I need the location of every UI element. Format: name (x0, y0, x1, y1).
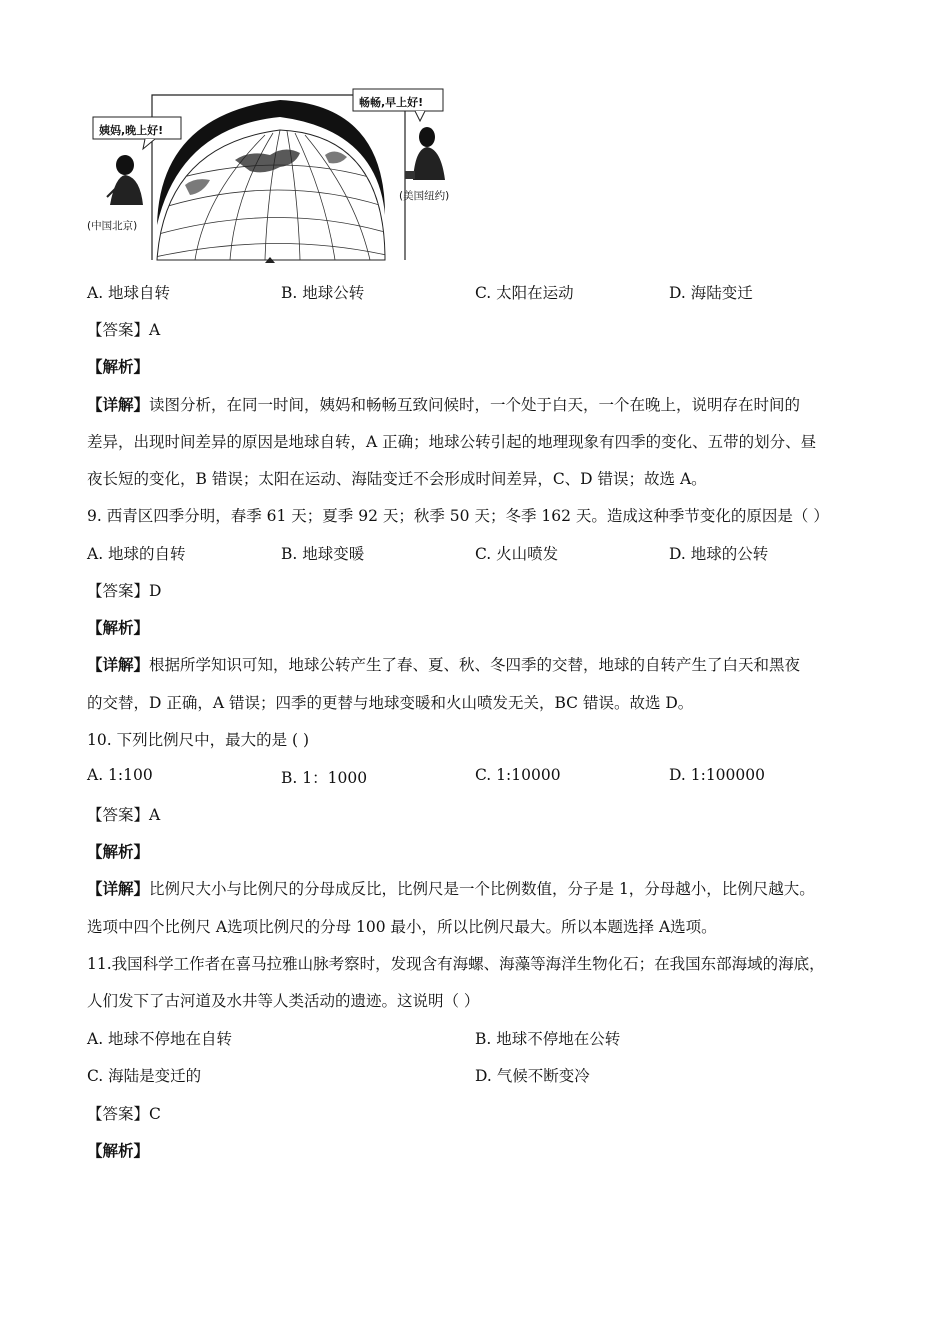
woman-newyork-icon (405, 127, 445, 180)
option-d: D. 气候不断变冷 (475, 1067, 590, 1085)
detail-line: 【详解】读图分析，在同一时间，姨妈和畅畅互致问候时，一个处于白天，一个在晚上，说明存在时间的 (87, 395, 801, 414)
detail-label: 【详解】 (87, 655, 150, 674)
detail-line: 差异，出现时间差异的原因是地球自转，A 正确；地球公转引起的地理现象有四季的变化、五带的划分、昼 (87, 433, 817, 451)
detail-line: 夜长短的变化，B 错误；太阳在运动、海陆变迁不会形成时间差异，C、D 错误；故选 A。 (87, 470, 707, 488)
analysis-heading: 【解析】 (87, 842, 150, 861)
answer: 【答案】A (87, 806, 161, 824)
option-d: D. 海陆变迁 (669, 284, 753, 302)
option-a: A. 地球自转 (87, 284, 171, 302)
answer: 【答案】C (87, 1105, 161, 1123)
answer: 【答案】A (87, 321, 161, 339)
option-b: B. 地球不停地在公转 (475, 1030, 621, 1048)
answer: 【答案】D (87, 582, 162, 600)
detail-label: 【详解】 (87, 879, 150, 898)
detail-line: 【详解】根据所学知识可知，地球公转产生了春、夏、秋、冬四季的交替，地球的自转产生了白天和黑夜 (87, 655, 801, 674)
greeting-bubble-left: 姨妈,晚上好! (99, 124, 164, 137)
analysis-heading: 【解析】 (87, 357, 150, 376)
option-b: B. 1：1000 (281, 769, 368, 787)
greeting-bubble-right: 畅畅,早上好! (359, 96, 424, 109)
woman-beijing-icon (107, 155, 143, 205)
detail-line: 【详解】比例尺大小与比例尺的分母成反比，比例尺是一个比例数值，分子是 1，分母越小，比例尺越大。 (87, 879, 815, 898)
detail-line: 选项中四个比例尺 A选项比例尺的分母 100 最小，所以比例尺最大。所以本题选择 A选项。 (87, 918, 717, 936)
caption-beijing: (中国北京) (87, 220, 138, 232)
option-c: C. 海陆是变迁的 (87, 1067, 202, 1085)
question-text: 人们发下了古河道及水井等人类活动的遗迹。这说明（ ） (87, 992, 480, 1010)
caption-newyork: (美国纽约) (399, 190, 450, 202)
option-a: A. 地球的自转 (87, 545, 186, 563)
option-a: A. 1:100 (87, 766, 153, 784)
option-d: D. 1:100000 (669, 766, 765, 784)
detail-line: 的交替，D 正确，A 错误；四季的更替与地球变暖和火山喷发无关，BC 错误。故选 D。 (87, 694, 694, 712)
question-text: 9. 西青区四季分明，春季 61 天；夏季 92 天；秋季 50 天；冬季 162 天。造成这种季节变化的原因是（ ） (87, 507, 829, 525)
option-a: A. 地球不停地在自转 (87, 1030, 233, 1048)
option-c: C. 火山喷发 (475, 545, 559, 563)
detail-label: 【详解】 (87, 395, 150, 414)
analysis-heading: 【解析】 (87, 1141, 150, 1160)
question-text: 11.我国科学工作者在喜马拉雅山脉考察时，发现含有海螺、海藻等海洋生物化石；在我国东部海域的海底， (87, 955, 825, 973)
option-b: B. 地球公转 (281, 284, 365, 302)
option-c: C. 太阳在运动 (475, 284, 574, 302)
option-c: C. 1:10000 (475, 766, 561, 784)
question-text: 10. 下列比例尺中，最大的是 ( ) (87, 731, 310, 749)
earth-rotation-figure (85, 85, 465, 265)
option-b: B. 地球变暖 (281, 545, 365, 563)
analysis-heading: 【解析】 (87, 618, 150, 637)
option-d: D. 地球的公转 (669, 545, 769, 563)
globe-illustration (85, 85, 465, 265)
